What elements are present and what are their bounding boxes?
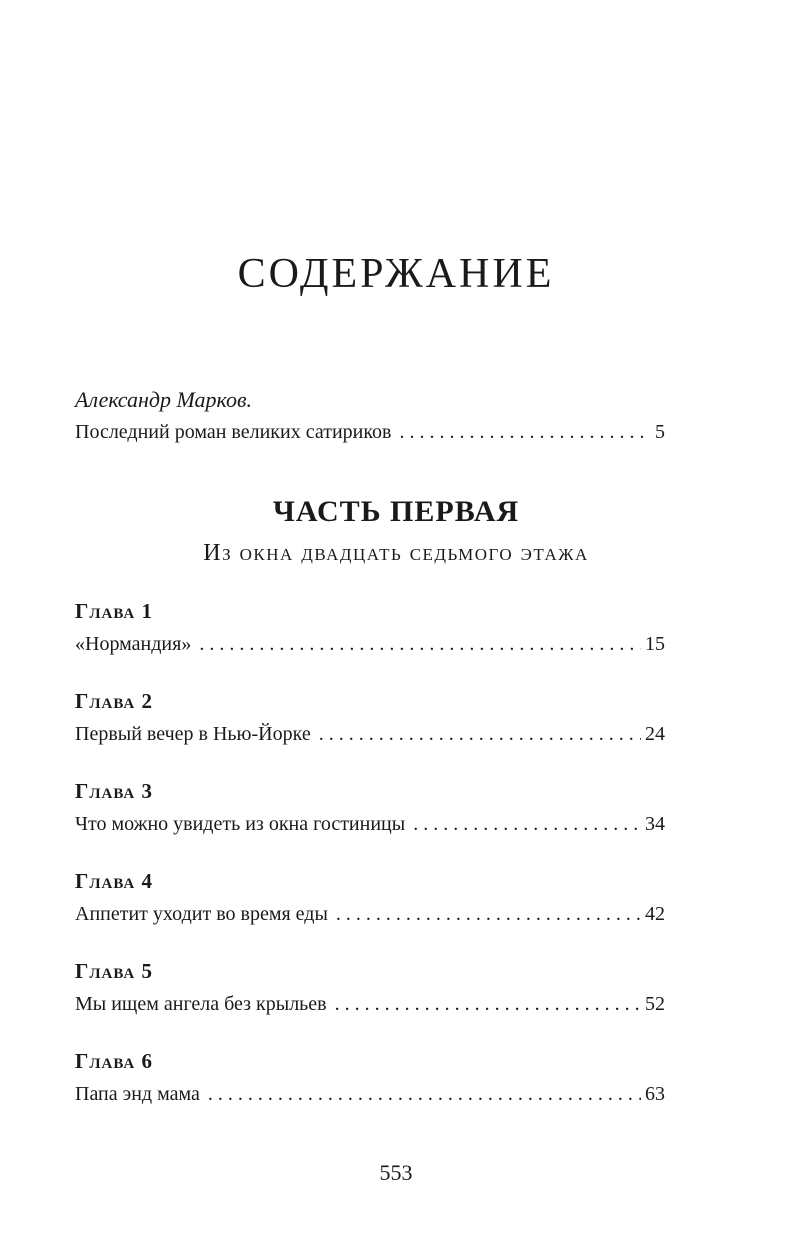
chapter-label: Глава 6 [75,1049,154,1073]
page-number: 553 [379,1160,413,1185]
leader-dots [413,812,641,836]
leader-dots [400,420,652,444]
chapter-page: 15 [645,633,665,655]
chapter-title: Что можно увидеть из окна гостиницы [75,813,406,835]
chapter-title: «Нормандия» [75,633,192,655]
chapter-line [75,632,665,656]
chapter-label: Глава 1 [75,599,154,623]
chapter-title: Первый вечер в Нью-Йорке [75,723,311,745]
chapter-page: 63 [645,1083,665,1105]
preface-entry [75,388,665,444]
page-title: СОДЕРЖАНИЕ [237,251,555,297]
preface-author: Александр Марков. [75,387,253,412]
chapter-line [75,722,665,746]
chapter-page: 34 [645,813,665,835]
chapter-line [75,1082,665,1106]
leader-dots [336,902,641,926]
chapter-page: 42 [645,903,665,925]
chapter-page: 24 [645,723,665,745]
leader-dots [319,722,641,746]
part-title: ЧАСТЬ ПЕРВАЯ [272,495,520,528]
chapter-line [75,902,665,926]
chapter-label: Глава 4 [75,869,154,893]
chapter-title: Аппетит уходит во время еды [75,903,328,925]
preface-page: 5 [655,421,665,443]
chapter-entry [75,1048,665,1106]
chapter-entry [75,868,665,926]
chapter-title: Папа энд мама [75,1083,200,1105]
chapter-label: Глава 3 [75,779,154,803]
chapter-title: Мы ищем ангела без крыльев [75,993,327,1015]
chapter-label: Глава 5 [75,959,154,983]
leader-dots [208,1082,641,1106]
chapter-line [75,812,665,836]
leader-dots [335,992,641,1016]
part-subtitle: Из окна двадцать седьмого этажа [203,540,589,566]
chapter-entry [75,778,665,836]
preface-title: Последний роман великих сатириков [75,421,392,443]
chapter-entry [75,598,665,656]
chapter-line [75,992,665,1016]
chapter-entry [75,958,665,1016]
leader-dots [199,632,641,656]
chapter-page: 52 [645,993,665,1015]
preface-line [75,420,665,444]
chapter-label: Глава 2 [75,689,154,713]
chapter-entry [75,688,665,746]
